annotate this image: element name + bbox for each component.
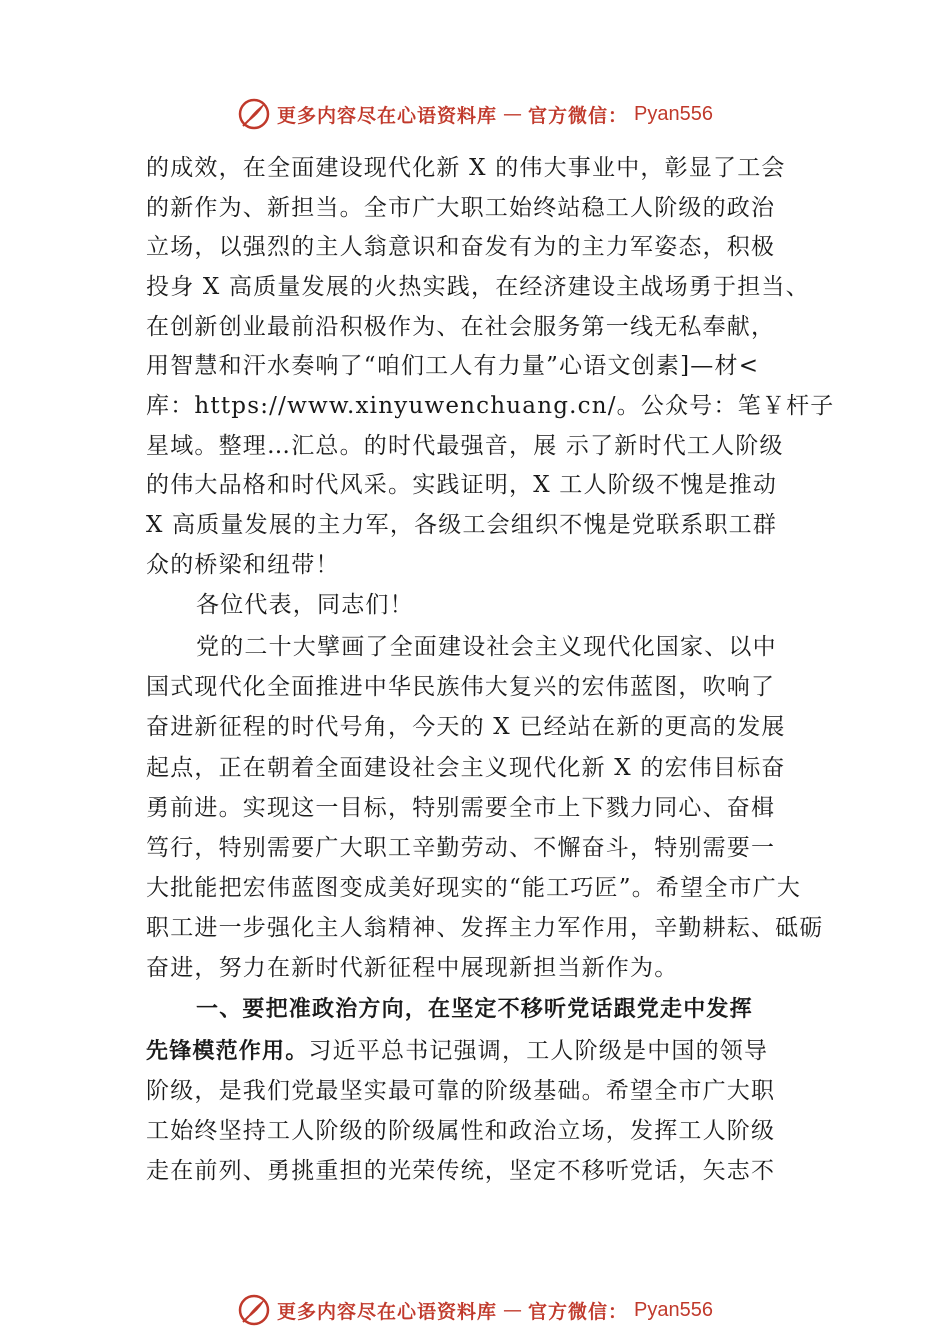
body-line: 国式现代化全面推进中华民族伟大复兴的宏伟蓝图，吹响了 [146,674,776,700]
body-line-with-heading-tail [146,1033,768,1069]
greeting-line: 各位代表，同志们！ [196,592,414,618]
body-line: 用智慧和汗水奏响了“咱们工人有力量”心语文创素]—材< [146,353,760,379]
banner-wechat-id: Pyan556 [634,102,713,125]
body-line: 勇前进。实现这一目标，特别需要全市上下戮力同心、奋楫 [146,795,776,821]
body-line: 走在前列、勇挑重担的光荣传统，坚定不移听党话，矢志不 [146,1158,776,1184]
body-line: 的伟大品格和时代风采。实践证明，X 工人阶级不愧是推动 [146,472,778,498]
body-line: 的新作为、新担当。全市广大职工始终站稳工人阶级的政治 [146,195,776,221]
body-line: 起点，正在朝着全面建设社会主义现代化新 X 的宏伟目标奋 [146,755,786,781]
quill-pen-icon [237,1293,271,1327]
body-line: 奋进新征程的时代号角，今天的 X 已经站在新的更高的发展 [146,714,786,740]
quill-pen-icon [237,97,271,131]
banner-official-label: 官方微信： [528,104,629,127]
body-line: 星域。整理…汇总。的时代最强音，展 示了新时代工人阶级 [146,433,784,459]
body-line: 职工进一步强化主人翁精神、发挥主力军作用，辛勤耕耘、砥砺 [146,915,824,941]
body-line: 投身 X 高质量发展的火热实践，在经济建设主战场勇于担当、 [146,274,810,300]
body-line: 大批能把宏伟蓝图变成美好现实的“能工巧匠”。希望全市广大 [146,875,802,901]
body-text: 习近平总书记强调，工人阶级是中国的领导 [308,1038,769,1064]
body-line: 库：https://www.xinyuwenchuang.cn/。公众号：笔￥杆子 [146,393,835,419]
header-watermark-banner [0,94,950,134]
footer-watermark-banner [0,1290,950,1330]
banner-dash: — [503,103,523,125]
body-line: 的成效，在全面建设现代化新 X 的伟大事业中，彰显了工会 [146,155,786,181]
body-line: 工始终坚持工人阶级的阶级属性和政治立场，发挥工人阶级 [146,1118,776,1144]
banner-main-text: 更多内容尽在心语资料库 [277,104,498,127]
body-line: 奋进，努力在新时代新征程中展现新担当新作为。 [146,955,679,981]
section-heading: 一、要把准政治方向，在坚定不移听党话跟党走中发挥 [196,997,753,1022]
banner-official-label: 官方微信： [528,1300,629,1323]
section-heading-tail: 先锋模范作用。 [146,1039,309,1064]
body-line: 党的二十大擘画了全面建设社会主义现代化国家、以中 [196,634,777,660]
body-line: 笃行，特别需要广大职工辛勤劳动、不懈奋斗，特别需要一 [146,835,776,861]
body-line: 在创新创业最前沿积极作为、在社会服务第一线无私奉献， [146,314,776,340]
banner-main-text: 更多内容尽在心语资料库 [277,1300,498,1323]
body-line: X 高质量发展的主力军，各级工会组织不愧是党联系职工群 [146,512,778,538]
banner-dash: — [503,1299,523,1321]
banner-wechat-id: Pyan556 [634,1298,713,1321]
body-line: 阶级，是我们党最坚实最可靠的阶级基础。希望全市广大职 [146,1078,776,1104]
body-line: 众的桥梁和纽带！ [146,552,340,578]
body-line: 立场，以强烈的主人翁意识和奋发有为的主力军姿态，积极 [146,234,776,260]
